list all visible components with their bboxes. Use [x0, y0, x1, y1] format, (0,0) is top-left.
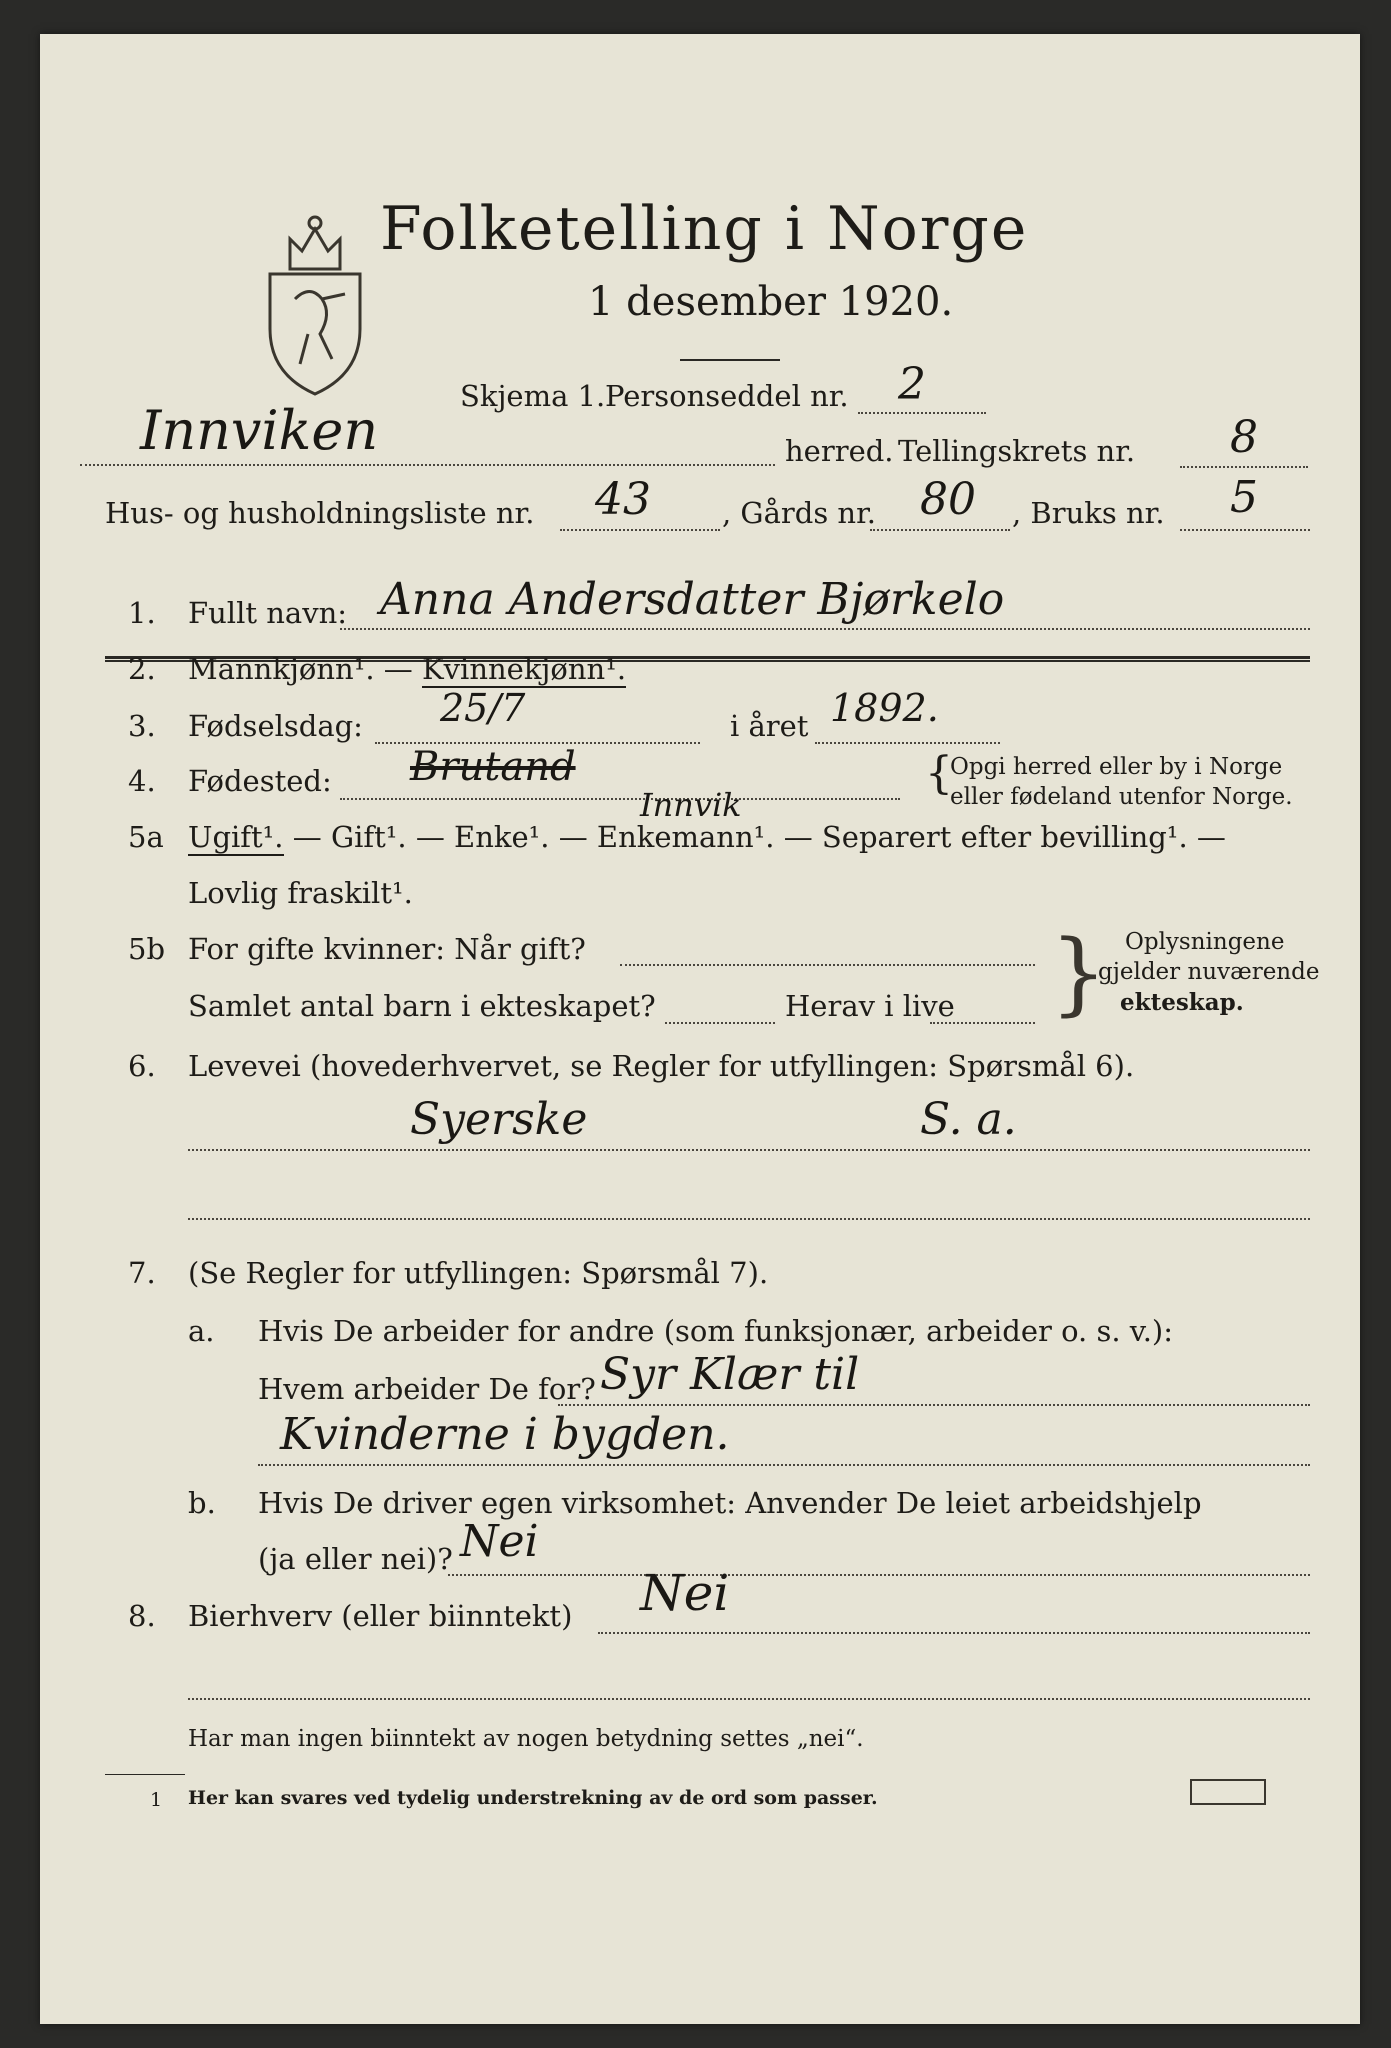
- personseddel-value: 2: [898, 359, 926, 410]
- q5b-label-2: Samlet antal barn i ekteskapet?: [188, 989, 656, 1023]
- norway-coat-of-arms-icon: [260, 199, 370, 399]
- census-date: 1 desember 1920.: [588, 279, 954, 325]
- birthplace-struck: Brutand: [410, 744, 576, 790]
- full-name-value: Anna Andersdatter Bjørkelo: [380, 574, 1005, 625]
- footnote-number: 1: [150, 1789, 163, 1811]
- employer-value-2: Kvinderne i bygden.: [280, 1409, 730, 1460]
- occupation-value: Syerske: [410, 1094, 588, 1145]
- hired-help-value: Nei: [460, 1516, 539, 1567]
- q4-number: 4.: [128, 764, 156, 798]
- q7a-letter: a.: [188, 1314, 215, 1348]
- q1-label: Fullt navn:: [188, 596, 348, 630]
- q5b-label-3: Herav i live: [785, 989, 955, 1023]
- separator: —: [374, 652, 422, 686]
- q7-number: 7.: [128, 1256, 156, 1290]
- occupation-note: S. a.: [920, 1094, 1017, 1145]
- other-marital-options: — Gift¹. — Enke¹. — Enkemann¹. — Separert efter bevilling¹. —: [283, 820, 1226, 854]
- herred-value: Innviken: [140, 399, 379, 462]
- q5b-note-2: gjelder nuværende: [1098, 959, 1320, 985]
- personseddel-label: Personseddel nr.: [605, 379, 849, 413]
- q5b-note-3: ekteskap.: [1120, 989, 1244, 1016]
- female-option: Kvinnekjønn¹.: [422, 652, 627, 686]
- year-label: i året: [730, 709, 809, 743]
- bruks-value: 5: [1230, 472, 1258, 523]
- marital-options: [188, 820, 1226, 854]
- birth-year-value: 1892.: [830, 686, 939, 730]
- q7-label: (Se Regler for utfyllingen: Spørsmål 7).: [188, 1256, 769, 1290]
- sex-options: [188, 652, 626, 686]
- q4-label: Fødested:: [188, 764, 332, 798]
- gards-value: 80: [920, 474, 976, 525]
- q5b-number: 5b: [128, 932, 166, 966]
- printer-stamp: [1190, 1779, 1266, 1805]
- lovlig-fraskilt: Lovlig fraskilt¹.: [188, 876, 413, 910]
- q5b-label-1: For gifte kvinner: Når gift?: [188, 932, 586, 966]
- q7b-text: Hvis De driver egen virksomhet: Anvender De leiet arbeidshjelp: [258, 1486, 1202, 1520]
- male-option: Mannkjønn¹.: [188, 652, 375, 686]
- q6-label: Levevei (hovederhvervet, se Regler for utfyllingen: Spørsmål 6).: [188, 1049, 1135, 1083]
- side-income-value: Nei: [640, 1564, 730, 1622]
- q6-number: 6.: [128, 1049, 156, 1083]
- ugift-option: Ugift¹.: [188, 820, 284, 854]
- footnote-text: Her kan svares ved tydelig understrekning av de ord som passer.: [188, 1787, 878, 1809]
- birthplace-note-2: eller fødeland utenfor Norge.: [950, 784, 1293, 810]
- tellingskrets-label: Tellingskrets nr.: [898, 434, 1136, 468]
- tellingskrets-value: 8: [1230, 412, 1258, 463]
- q5a-number: 5a: [128, 820, 164, 854]
- q2-number: 2.: [128, 652, 156, 686]
- birth-date-value: 25/7: [440, 686, 526, 730]
- q8-label: Bierhverv (eller biinntekt): [188, 1599, 573, 1633]
- schema-label: Skjema 1.: [460, 379, 606, 413]
- q7b-letter: b.: [188, 1486, 216, 1520]
- q8-number: 8.: [128, 1599, 156, 1633]
- employer-value-1: Syr Klær til: [600, 1349, 860, 1400]
- q5b-note-1: Oplysningene: [1125, 929, 1285, 955]
- q7a-question: Hvem arbeider De for?: [258, 1372, 596, 1406]
- q1-number: 1.: [128, 596, 156, 630]
- q7a-text: Hvis De arbeider for andre (som funksjonær, arbeider o. s. v.):: [258, 1314, 1174, 1348]
- no-income-note: Har man ingen biinntekt av nogen betydning settes „nei“.: [188, 1726, 864, 1752]
- q3-label: Fødselsdag:: [188, 709, 363, 743]
- bruks-label: , Bruks nr.: [1012, 496, 1165, 530]
- q3-number: 3.: [128, 709, 156, 743]
- hus-value: 43: [595, 474, 651, 525]
- hus-label: Hus- og husholdningsliste nr.: [105, 496, 535, 530]
- herred-label: herred.: [785, 434, 894, 468]
- birthplace-note-1: Opgi herred eller by i Norge: [950, 754, 1283, 780]
- gards-label: , Gårds nr.: [722, 496, 876, 530]
- q7b-question: (ja eller nei)?: [258, 1542, 453, 1576]
- birthplace-value: Innvik: [640, 786, 742, 824]
- census-form: Folketelling i Norge 1 desember 1920. Skjema 1. Personseddel nr. 2 Innviken herred. Tellingskrets nr. 8 Hus- og husholdningsliste nr. 43 , Gårds nr. 80 , Bruks nr. 5 1. Fullt navn: Anna Andersdatter Bjørkelo 2. Mannkjønn¹. — Kvinnekjønn¹. 3. Fødselsdag: 25/7 i året 1892. 4. Fødested: Brutand Innvik { Opgi herred eller by i Norge eller fødeland utenfor Norge. 5a Ugift¹. — Gift¹. — Enke¹. — Enkemann¹. — Separert efter bevilling¹. — Lovlig fraskilt¹. 5b For gifte kvinner: Når gift? Samlet antal barn i ekteskapet? Herav i live } Oplysningene gjelder nuværende ekteskap. 6. Levevei (hovederhvervet, se Regler for utfyllingen: Spørsmål 6). Syerske S. a. 7. (Se Regler for utfyllingen: Spørsmål 7). a. Hvis De arbeider for andre (som funksjonær, arbeider o. s. v.): Hvem arbeider De for? Syr Klær til Kvinderne i bygden. b. Hvis De driver egen virksomhet: Anvender De leiet arbeidshjelp (ja eller nei)? Nei 8. Bierhverv (eller biinntekt) Nei Har man ingen biinntekt av nogen betydning settes „nei“. 1 Her kan svares ved tydelig understrekning av de ord som passer.: [40, 34, 1360, 2024]
- form-title: Folketelling i Norge: [380, 194, 1029, 264]
